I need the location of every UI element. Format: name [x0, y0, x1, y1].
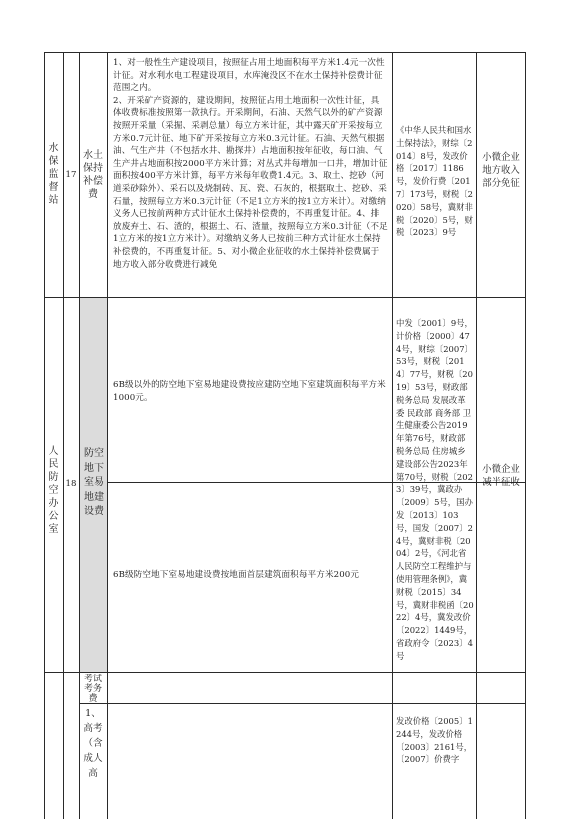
rule-col-1: [63, 52, 64, 819]
department-cell: 水保监督站: [48, 143, 59, 206]
rule-col-5: [476, 52, 477, 819]
fee-item-name: 防空地下室易地建设费: [84, 448, 104, 517]
legal-basis: 发改价格〔2005〕1244号，发改价格〔2003〕2161号，〔2007〕价费字: [396, 716, 473, 765]
charging-policy: [113, 57, 388, 271]
policy-paragraph: 6B级以外的防空地下室易地建设费按应建防空地下室建筑面积每平方米1000元。: [113, 380, 386, 403]
rule-col-4: [392, 52, 393, 819]
sme-benefit: 小微企业地方收入部分免征: [482, 152, 520, 189]
rule-row-17-bottom: [44, 297, 526, 298]
fee-sub-item: 1、高考（含成人高: [83, 708, 103, 779]
row-number: 17: [65, 170, 77, 180]
sme-benefit: 小微企业减半征收: [482, 464, 520, 488]
department-cell: 人民防空办公室: [48, 446, 59, 535]
charging-policy-upper: [113, 379, 388, 404]
legal-basis: 中发〔2001〕9号，计价格〔2000〕474号，财综〔2007〕53号，财税〔2014〕77号，财税〔2019〕53号，财政部 税务总局 发展改革委 民政部 商务部 卫生健康委公告2019年第76号，财政部 税务总局 住房城乡建设部公告2023年第70号，财税〔2023〕39号，冀政办〔2009〕5号，国办发〔2013〕103号，国发〔2007〕24号，冀财非税〔2004〕2号，《河北省人民防空工程维护与使用管理条例》，冀财税〔2015〕34号，冀财非税函〔2022〕4号，冀发改价〔2022〕1449号，省政府令〔2023〕4号: [396, 318, 474, 661]
rule-col-0: [44, 52, 45, 819]
rule-row-18-bottom: [44, 672, 526, 673]
row-number: 18: [65, 479, 77, 489]
fee-item-name: 水土保持补偿费: [83, 150, 103, 200]
rule-col-6: [525, 52, 526, 819]
policy-paragraph: 6B级防空地下室易地建设费按地面首层建筑面积每平方米200元: [113, 570, 360, 580]
rule-row-19-sub: [79, 703, 526, 704]
policy-paragraph: 2、开采矿产资源的，建设期间，按照征占用土地面积一次性计征，具体收费标准按照第一款执行。开采期间，石油、天然气以外的矿产资源按照开采量（采掘、采剥总量）每立方米计征，其中露天矿开采按每立方米0.7元计征、地下矿开采按每立方米0.3元计征。石油、天然气根据油、气生产井（不包括水井、勘探井）占地面积按年征收，每口油、气生产井占地面积按2000平方米计算；对丛式井每增加一口井，增加计征面积按400平方米计算，每平方米每年收费1.4元。3、取土、挖砂（河道采砂除外）、采石以及烧制砖、瓦、瓷、石灰的，根据取土、挖砂、采石量，按照每立方米0.3元计征（不足1立方米的按1立方米计）。对缴纳义务人已按前两种方式计征水土保持补偿费的，不再重复计征。4、排放废弃土、石、渣的，根据土、石、渣量，按照每立方米0.3计征（不足1立方米的按1立方米计）。对缴纳义务人已按前三种方式计征水土保持补偿费的，不再重复计征。5、对小微企业征收的水土保持补偿费属于地方收入部分收费进行减免: [113, 95, 388, 270]
charging-policy-lower: [113, 569, 388, 582]
fee-category-header: 考试考务费: [83, 674, 102, 702]
rule-col-3: [107, 52, 108, 819]
rule-top: [44, 52, 526, 53]
legal-basis: 《中华人民共和国水土保持法》，财综〔2014〕8号，发改价格〔2017〕1186号，发价行费〔2017〕173号，财税〔2020〕58号，冀财非税〔2020〕5号，财税〔2023〕9号: [396, 125, 473, 238]
policy-paragraph: 1、对一般性生产建设项目，按照征占用土地面积每平方米1.4元一次性计征。对水利水电工程建设项目，水库淹没区不在水土保持补偿费计征范围之内。: [113, 58, 385, 94]
